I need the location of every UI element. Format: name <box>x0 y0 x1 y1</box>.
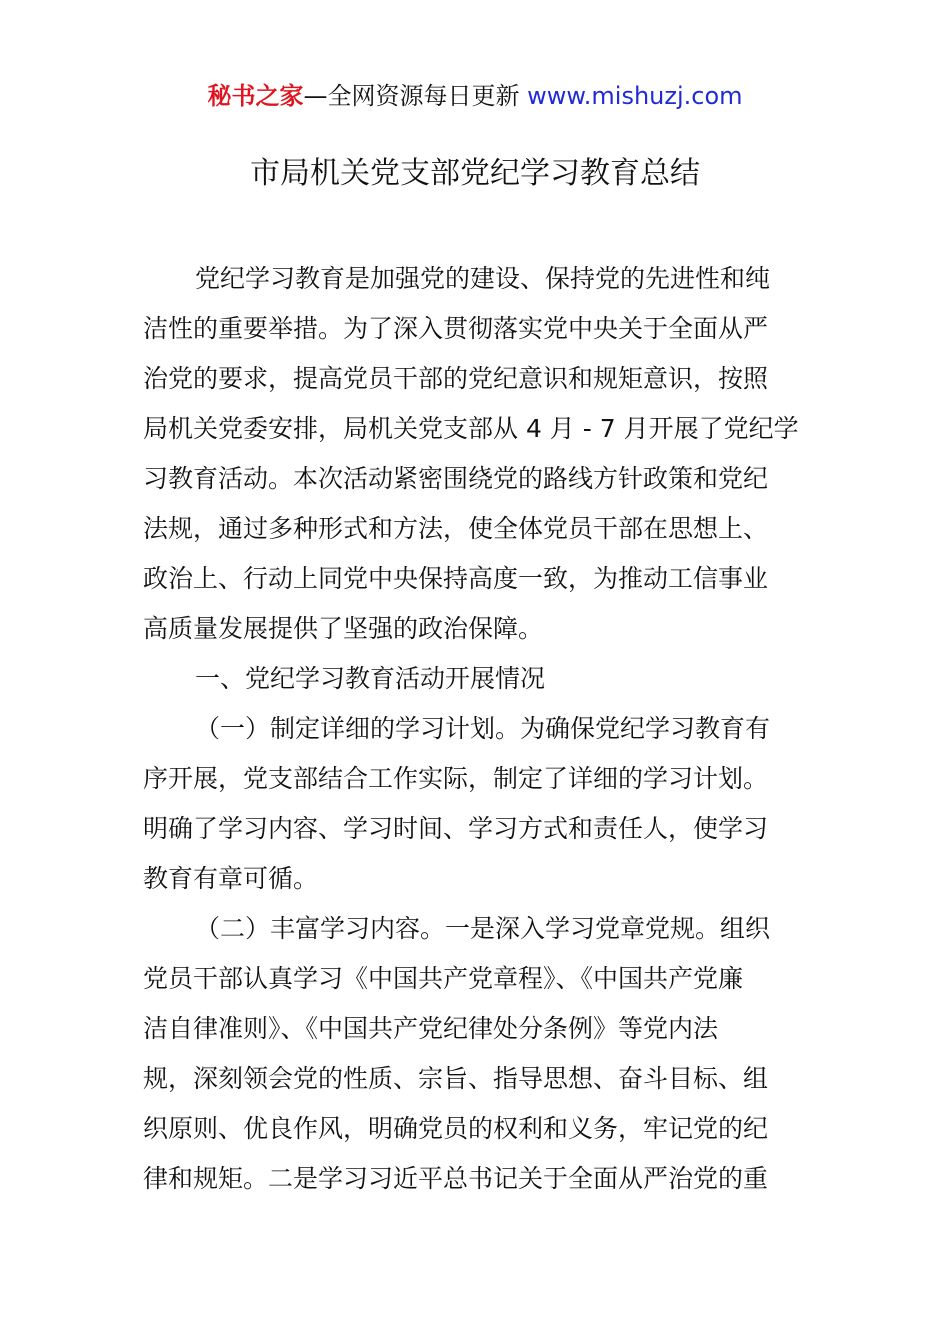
document-body <box>143 254 809 1204</box>
paragraph-line: 党员干部认真学习《中国共产党章程》、《中国共产党廉 <box>143 964 744 993</box>
paragraph-line: 律和规矩。二是学习习近平总书记关于全面从严治党的重 <box>143 1164 769 1193</box>
paragraph-line: 高质量发展提供了坚强的政治保障。 <box>143 614 544 643</box>
paragraph-line: 序开展，党支部结合工作实际，制定了详细的学习计划。 <box>143 764 769 793</box>
paragraph-line: 规，深刻领会党的性质、宗旨、指导思想、奋斗目标、组 <box>143 1064 769 1093</box>
header-tagline: —全网资源每日更新 <box>303 82 528 110</box>
paragraph-line: 习教育活动。本次活动紧密围绕党的路线方针政策和党纪 <box>143 464 769 493</box>
paragraph-line: 局机关党委安排，局机关党支部从 4 月 - 7 月开展了党纪学 <box>143 414 799 443</box>
paragraph-line: 教育有章可循。 <box>143 864 319 893</box>
paragraph-line: 政治上、行动上同党中央保持高度一致，为推动工信事业 <box>143 564 769 593</box>
site-header <box>0 78 950 114</box>
section-heading: 一、党纪学习教育活动开展情况 <box>195 664 546 693</box>
site-url-link[interactable]: www.mishuzj.com <box>527 82 743 110</box>
paragraph-line: 法规，通过多种形式和方法，使全体党员干部在思想上、 <box>143 514 769 543</box>
brand-name: 秘书之家 <box>207 82 304 110</box>
paragraph-line: （二）丰富学习内容。一是深入学习党章党规。组织 <box>195 914 771 943</box>
paragraph-line: 明确了学习内容、学习时间、学习方式和责任人，使学习 <box>143 814 769 843</box>
paragraph-line: 治党的要求，提高党员干部的党纪意识和规矩意识，按照 <box>143 364 769 393</box>
paragraph-line: 洁自律准则》、《中国共产党纪律处分条例》等党内法 <box>143 1014 719 1043</box>
paragraph-line: （一）制定详细的学习计划。为确保党纪学习教育有 <box>195 714 771 743</box>
paragraph-line: 织原则、优良作风，明确党员的权利和义务，牢记党的纪 <box>143 1114 769 1143</box>
paragraph-line: 党纪学习教育是加强党的建设、保持党的先进性和纯 <box>195 264 771 293</box>
paragraph-line: 洁性的重要举措。为了深入贯彻落实党中央关于全面从严 <box>143 314 769 343</box>
document-title: 市局机关党支部党纪学习教育总结 <box>250 156 700 191</box>
